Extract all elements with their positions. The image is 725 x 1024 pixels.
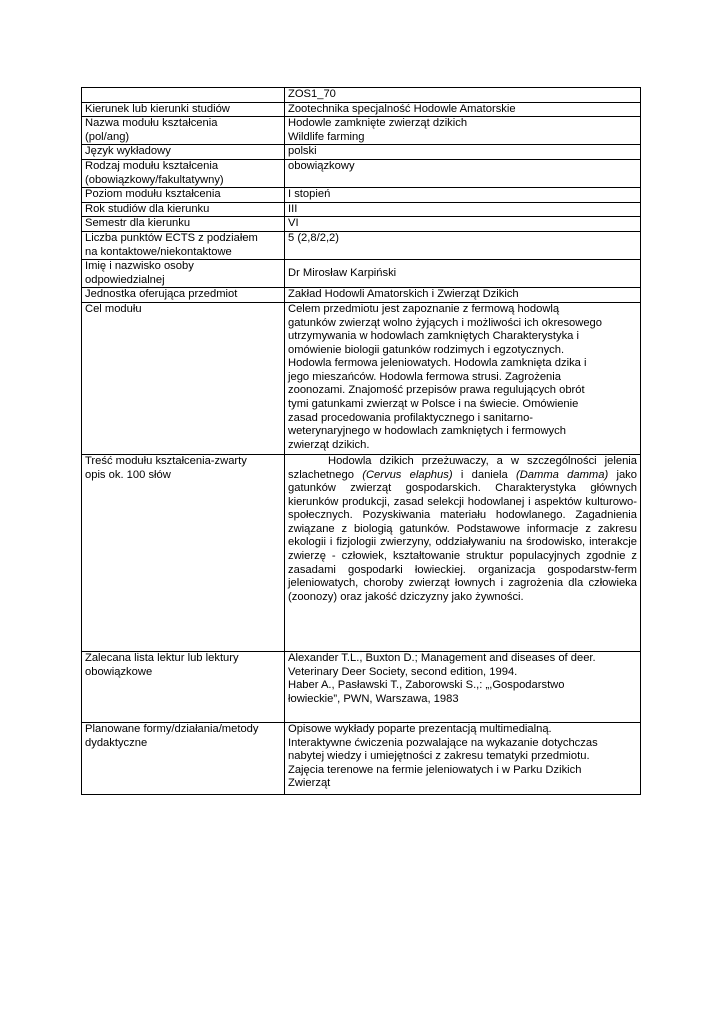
value-line: Hodowle zamknięte zwierząt dzikich	[288, 117, 468, 130]
reference-line: Haber A., Pasławski T., Zaborowski S.,: „,Gospodarstwo	[288, 679, 565, 692]
label-line: (obowiązkowy/fakultatywny)	[85, 173, 224, 186]
label-line: odpowiedzialnej	[85, 273, 165, 286]
row-jezyk	[82, 145, 641, 160]
label-line: (pol/ang)	[85, 130, 130, 143]
value-line: Celem przedmiotu jest zapoznanie z fermową hodowlą	[288, 302, 560, 315]
row-value: I stopień	[285, 188, 641, 203]
row-nazwa	[82, 117, 641, 145]
row-label	[82, 651, 285, 722]
row-kierunek	[82, 102, 641, 117]
value-line: jego mieszańców. Hodowla fermowa strusi. Zagrożenia	[288, 370, 561, 383]
reference-line: łowieckie”, PWN, Warszawa, 1983	[288, 692, 459, 705]
value-line: Wildlife farming	[288, 130, 365, 143]
row-label	[82, 231, 285, 259]
value-line: tymi gatunkami zwierząt w Polsce i na świecie. Omówienie	[288, 398, 579, 411]
row-label	[82, 260, 285, 288]
row-cel	[82, 302, 641, 454]
value-line: gatunków zwierząt wolno żyjących i możliwości ich okresowego	[288, 316, 602, 329]
row-label	[82, 117, 285, 145]
label-line: Zalecana lista lektur lub lektury	[85, 651, 239, 664]
label-line: Imię i nazwisko osoby	[85, 260, 194, 273]
row-value: Zootechnika specjalność Hodowle Amatorskie	[285, 102, 641, 117]
row-value: 5 (2,8/2,2)	[285, 231, 641, 259]
row-lektury	[82, 651, 641, 722]
label-line: dydaktyczne	[85, 736, 148, 749]
row-poziom	[82, 188, 641, 203]
row-tresc	[82, 454, 641, 651]
description-paragraph	[288, 455, 637, 605]
row-label: Rok studiów dla kierunku	[82, 202, 285, 217]
row-label: Kierunek lub kierunki studiów	[82, 102, 285, 117]
label-line: Treść modułu kształcenia-zwarty	[85, 454, 247, 467]
row-label: Poziom modułu kształcenia	[82, 188, 285, 203]
value-line: weterynaryjnego w hodowlach zamkniętych i fermowych	[288, 425, 566, 438]
row-label	[82, 722, 285, 794]
row-label: Cel modułu	[82, 302, 285, 454]
row-label	[82, 159, 285, 187]
row-label	[82, 454, 285, 651]
label-line: Planowane formy/działania/metody	[85, 722, 259, 735]
description-text: i daniela	[452, 468, 516, 481]
description-text: jako gatunków zwierząt gospodarskich. Charakterystyka głównych kierunków produkcji, zasad selekcji hodowlanej i aspektów kulturowo-społecznych. Pozyskiwania materiału hodowlanego. Zagadnienia związane z biologią gatunków. Podstawowe informacje z zakresu ekologii i fizjologii zwierzyny, oddziaływaniu na środowisko, interakcje zwierzę - człowiek, kształtowanie struktur populacyjnych zgodnie z zasadami gospodarki łowieckiej. organizacja gospodarstw-ferm jeleniowatych, choroby zwierząt łownych i zagrożenia dla człowieka (zoonozy) oraz jakość dziczyzny jako żywności.	[288, 468, 637, 603]
row-ects	[82, 231, 641, 259]
code-row	[82, 88, 641, 103]
value-line: Zajęcia terenowe na fermie jeleniowatych i w Parku Dzikich	[288, 763, 582, 776]
row-value	[285, 260, 641, 288]
row-value: obowiązkowy	[285, 159, 641, 187]
row-label: Jednostka oferująca przedmiot	[82, 288, 285, 303]
value-line: utrzymywania w hodowlach zamkniętych Charakterystyka i	[288, 330, 579, 343]
reference-line: Veterinary Deer Society, second edition, 1994.	[288, 665, 518, 678]
value-text: Dr Mirosław Karpiński	[288, 266, 397, 279]
value-line: Opisowe wykłady poparte prezentacją multimedialną.	[288, 722, 552, 735]
row-jednostka	[82, 288, 641, 303]
value-line: zoonozami. Znajomość przepisów prawa regulujących obrót	[288, 384, 585, 397]
row-value: polski	[285, 145, 641, 160]
value-line: Interaktywne ćwiczenia pozwalające na wykazanie dotychczas	[288, 736, 598, 749]
label-line: Rodzaj modułu kształcenia	[85, 159, 219, 172]
row-value	[285, 722, 641, 794]
value-line: nabytej wiedzy i umiejętności z zakresu tematyki przedmiotu.	[288, 750, 590, 763]
row-rok	[82, 202, 641, 217]
row-label: Język wykładowy	[82, 145, 285, 160]
value-line: Zwierząt	[288, 777, 331, 790]
row-value: VI	[285, 217, 641, 232]
course-code: ZOS1_70	[285, 88, 641, 103]
species-name: (Cervus elaphus)	[362, 468, 453, 481]
row-rodzaj	[82, 159, 641, 187]
row-value: Zakład Hodowli Amatorskich i Zwierząt Dzikich	[285, 288, 641, 303]
row-semestr	[82, 217, 641, 232]
reference-line: Alexander T.L., Buxton D.; Management and diseases of deer.	[288, 651, 596, 664]
row-formy	[82, 722, 641, 794]
species-name: (Damma damma)	[515, 468, 609, 481]
label-line: na kontaktowe/niekontaktowe	[85, 245, 232, 258]
label-line: Nazwa modułu kształcenia	[85, 117, 218, 130]
row-value	[285, 454, 641, 651]
code-label-cell	[82, 88, 285, 103]
label-line: opis ok. 100 słów	[85, 468, 171, 481]
syllabus-table	[81, 87, 641, 795]
label-line: Liczba punktów ECTS z podziałem	[85, 231, 258, 244]
value-line: zasad procedowania profilaktycznego i sanitarno-	[288, 411, 534, 424]
row-value: III	[285, 202, 641, 217]
value-line: zwierząt dzikich.	[288, 438, 370, 451]
row-value	[285, 117, 641, 145]
description-text: Hodowla dzikich przeżuwaczy, a w szczególności jelenia szlachetnego	[288, 454, 637, 481]
row-value	[285, 651, 641, 722]
row-label: Semestr dla kierunku	[82, 217, 285, 232]
label-line: obowiązkowe	[85, 665, 153, 678]
value-line: omówienie biologii gatunków rodzimych i egzotycznych.	[288, 343, 565, 356]
row-osoba	[82, 260, 641, 288]
row-value	[285, 302, 641, 454]
value-line: Hodowla fermowa jeleniowatych. Hodowla zamknięta dzika i	[288, 357, 587, 370]
